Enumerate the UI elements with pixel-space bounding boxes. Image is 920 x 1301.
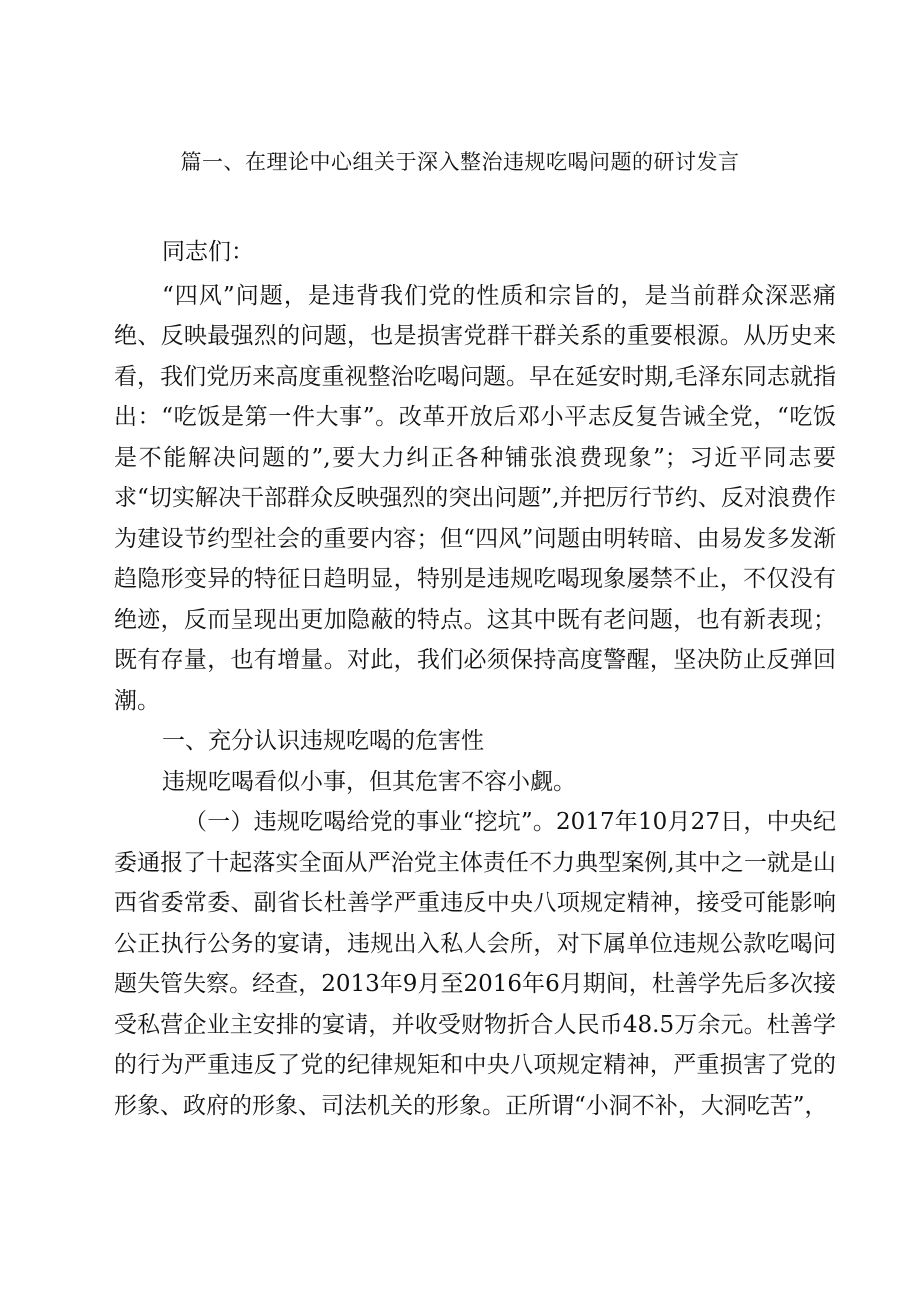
greeting: 同志们： <box>162 239 254 265</box>
document-title: 篇一、在理论中心组关于深入整治违规吃喝问题的研讨发言 <box>180 150 740 174</box>
section-heading-1: 一、充分认识违规吃喝的危害性 <box>162 728 484 754</box>
document-body <box>114 232 836 1126</box>
paragraph-point-1: （一）违规吃喝给党的事业“挖坑”。2017年10月27日，中央纪委通报了十起落实全面从严治党主体责任不力典型案例,其中之一就是山西省委常委、副省长杜善学严重违反中央八项规定精神，接受可能影响公正执行公务的宴请，违规出入私人会所，对下属单位违规公款吃喝问题失管失察。经查，2013年9月至2016年6月期间，杜善学先后多次接受私营企业主安排的宴请，并收受财物折合人民币48.5万余元。杜善学的行为严重违反了党的纪律规矩和中央八项规定精神，严重损害了党的形象、政府的形象、司法机关的形象。正所谓“小洞不补，大洞吃苦”， <box>114 809 836 1119</box>
paragraph-intro: “四风”问题，是违背我们党的性质和宗旨的，是当前群众深恶痛绝、反映最强烈的问题，也是损害党群干群关系的重要根源。从历史来看，我们党历来高度重视整治吃喝问题。早在延安时期,毛泽东同志就指出：“吃饭是第一件大事”。改革开放后邓小平志反复告诫全党，“吃饭是不能解决问题的”,要大力纠正各种铺张浪费现象”；习近平同志要求“切实解决干部群众反映强烈的突出问题”,并把厉行节约、反对浪费作为建设节约型社会的重要内容；但“四风”问题由明转暗、由易发多发渐趋隐形变异的特征日趋明显，特别是违规吃喝现象屡禁不止，不仅没有绝迹，反而呈现出更加隐蔽的特点。这其中既有老问题，也有新表现；既有存量，也有增量。对此，我们必须保持高度警醒，坚决防止反弹回潮。 <box>114 282 836 714</box>
paragraph-summary: 违规吃喝看似小事，但其危害不容小觑。 <box>162 768 576 795</box>
